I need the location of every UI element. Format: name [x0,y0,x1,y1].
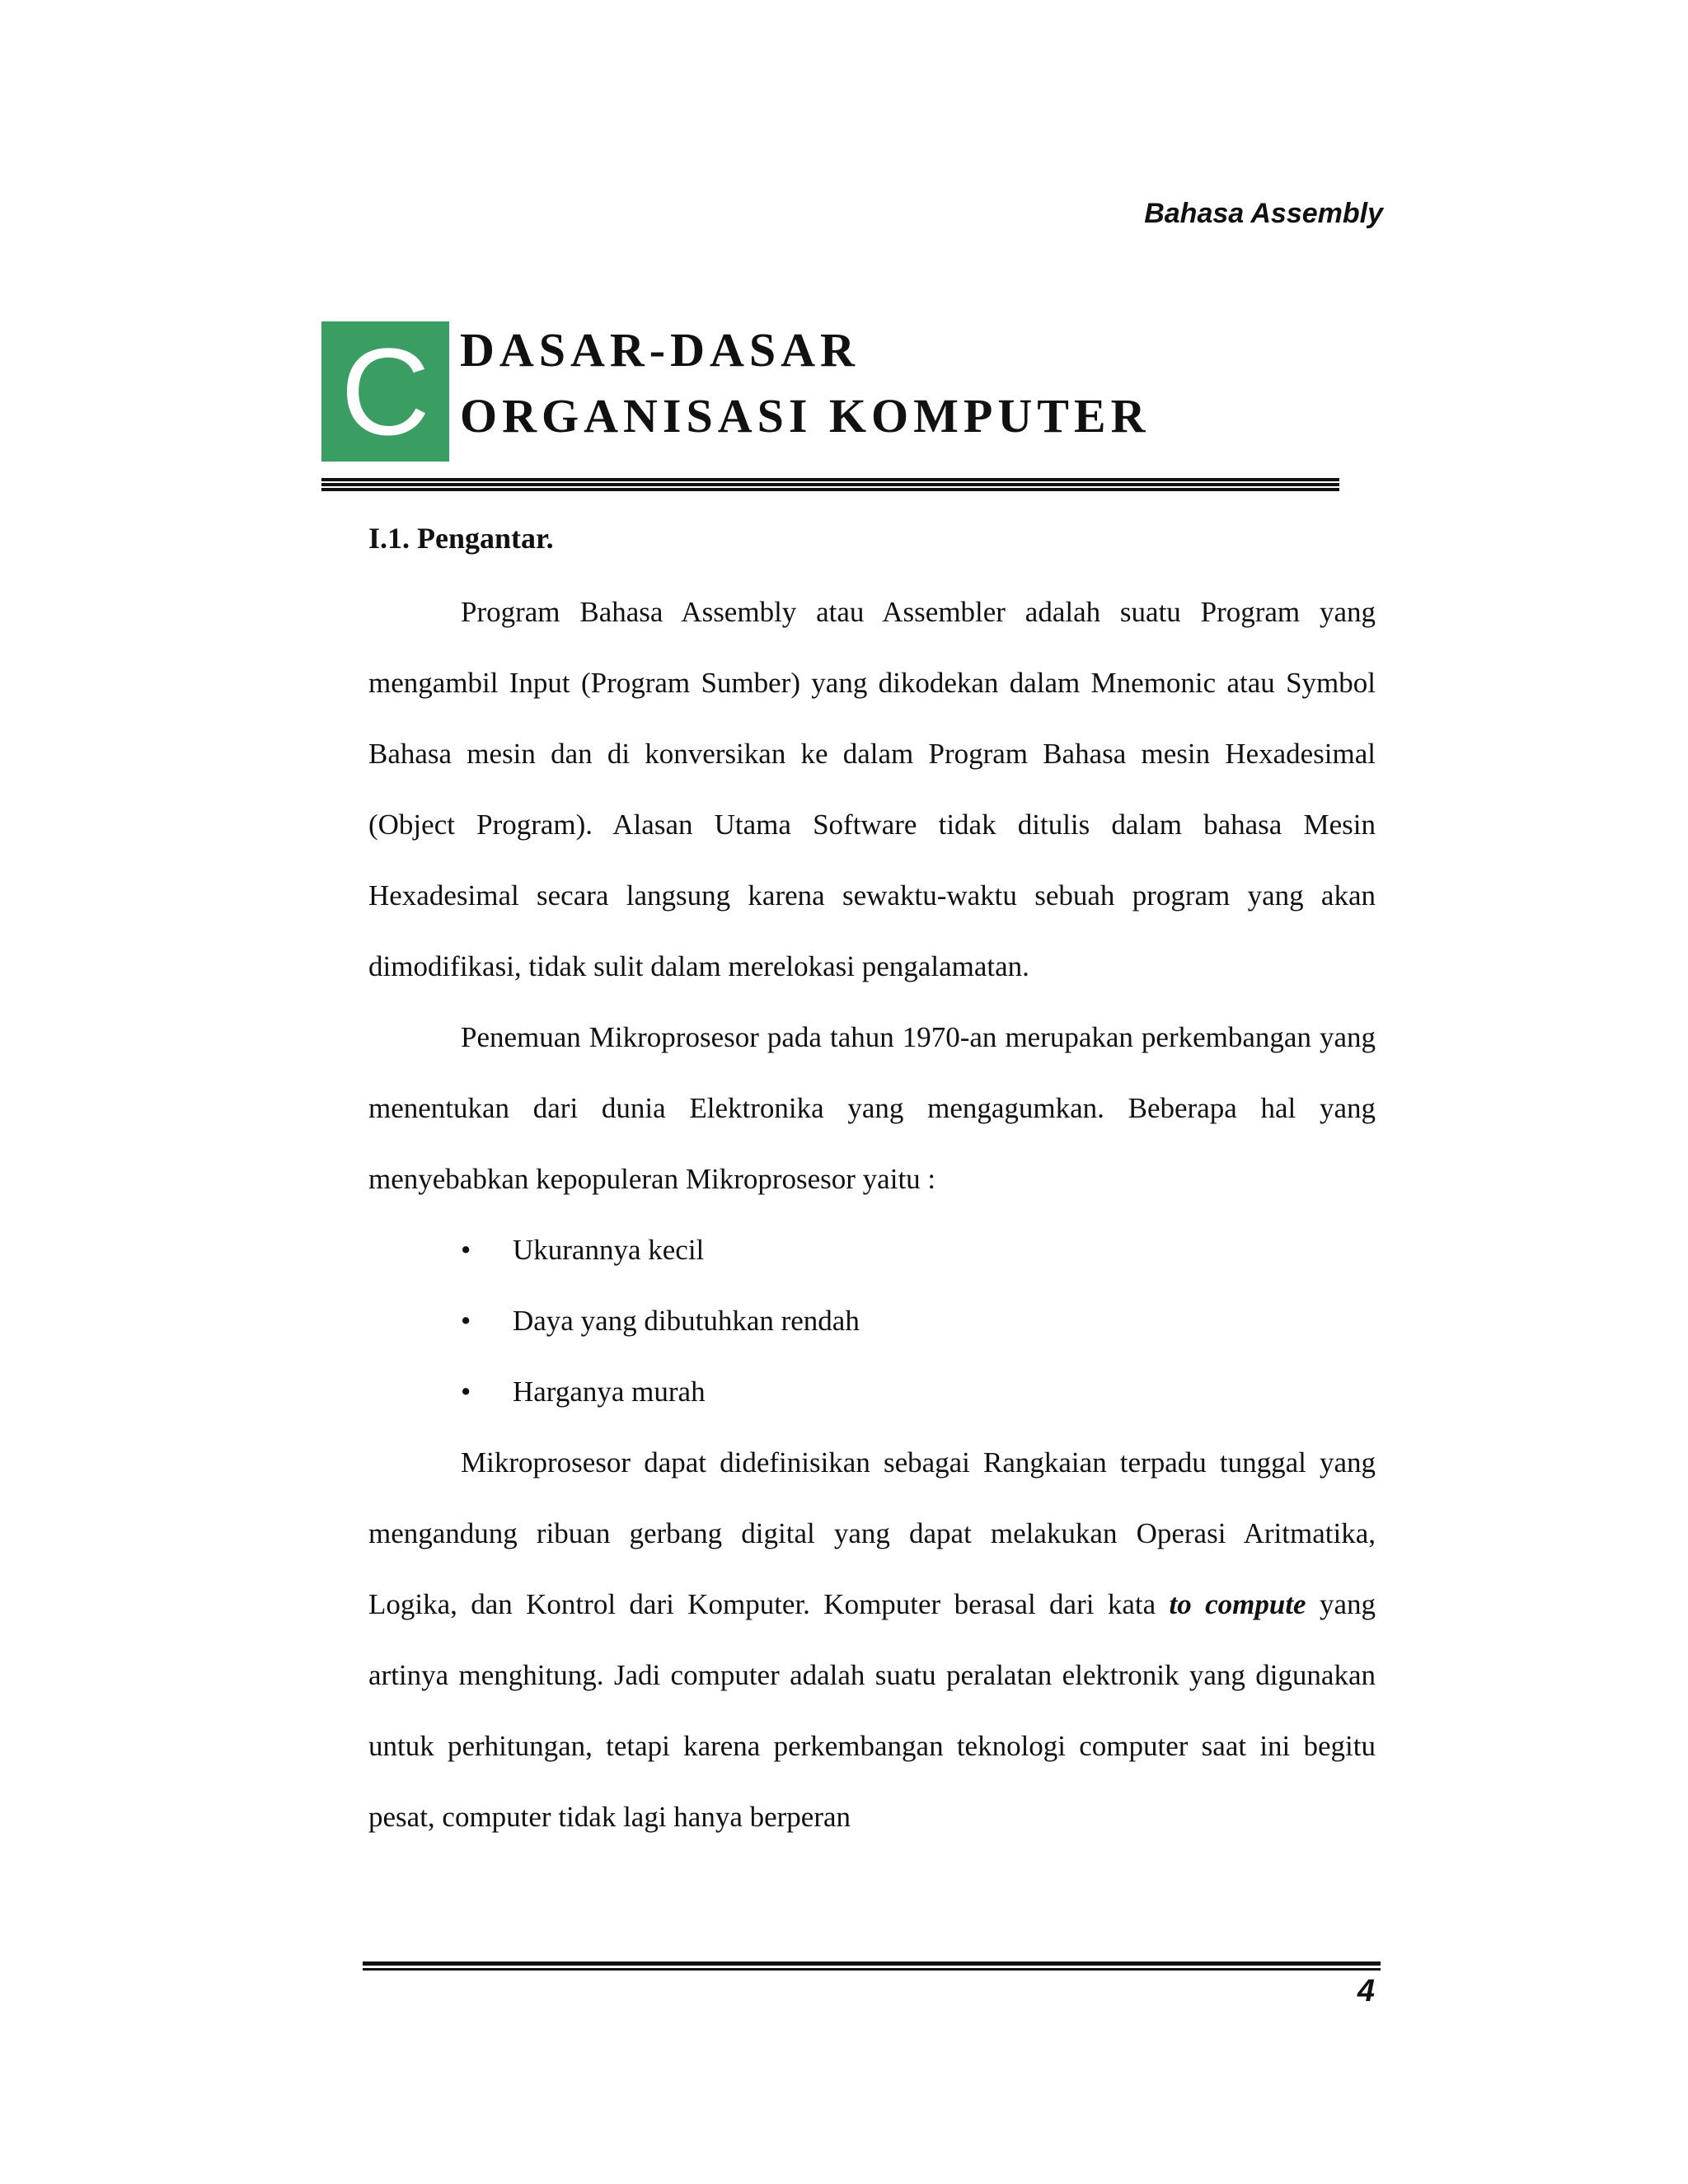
footer-divider [363,1961,1381,1971]
page-number: 4 [1357,1974,1375,2008]
section-heading: I.1. Pengantar. [368,522,554,555]
chapter-title-line1: DASAR-DASAR [460,323,860,377]
bullet-list [368,1215,1376,1427]
emphasis-term: to compute [1169,1588,1306,1620]
running-header: Bahasa Assembly [1144,198,1383,229]
paragraph-2: Penemuan Mikroprosesor pada tahun 1970-an merupakan perkembangan yang menentukan dari dunia Elektronika yang mengagumkan. Beberapa hal yang menyebabkan kepopuleran Mikroprosesor yaitu : [368,1021,1376,1195]
bullet-item: • Daya yang dibutuhkan rendah [368,1286,1376,1357]
paragraph-1: Program Bahasa Assembly atau Assembler adalah suatu Program yang mengambil Input (Program Sumber) yang dikodekan dalam Mnemonic atau Symbol Bahasa mesin dan di konversikan ke dalam Program Bahasa mesin Hexadesimal (Object Program). Alasan Utama Software tidak ditulis dalam bahasa Mesin Hexadesimal secara langsung karena sewaktu-waktu sebuah program yang akan dimodifikasi, tidak sulit dalam merelokasi pengalamatan. [368,596,1376,982]
bullet-icon: • [461,1234,471,1266]
chapter-letter-box: C [321,321,449,462]
bullet-icon: • [461,1305,471,1337]
bullet-icon: • [461,1376,471,1408]
paragraph-3: Mikroprosesor dapat didefinisikan sebagai Rangkaian terpadu tunggal yang mengandung ribuan gerbang digital yang dapat melakukan Operasi Aritmatika, Logika, dan Kontrol dari Komputer. Komputer berasal dari kata to compute yang artinya menghitung. Jadi computer adalah suatu peralatan elektronik yang digunakan untuk perhitungan, tetapi karena perkembangan teknologi computer saat ini begitu pesat, computer tidak lagi hanya berperan [368,1446,1376,1833]
chapter-title-line2: ORGANISASI KOMPUTER [460,389,1151,443]
bullet-item: • Harganya murah [368,1357,1376,1427]
bullet-item: • Ukurannya kecil [368,1215,1376,1286]
header-divider [321,478,1339,493]
body-text [368,577,1376,1853]
chapter-title [460,317,1150,449]
